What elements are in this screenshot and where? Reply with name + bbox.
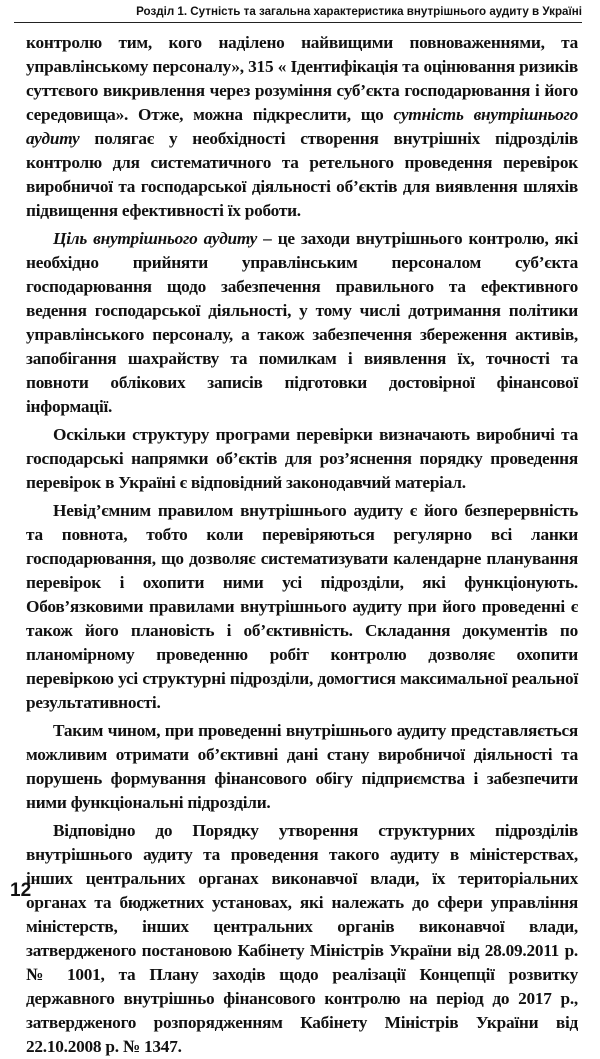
paragraph-5: Таким чином, при проведенні внутрішнього аудиту представляється можливим отримати об’єктивні дані стану виробничої діяльності та порушень формування фінансового обігу підприємства і забезпечити ними функціональні підрозділи.: [26, 721, 578, 812]
paragraph-1: [26, 31, 578, 223]
paragraph-6: Відповідно до Порядку утворення структурних підрозділів внутрішнього аудиту та проведення такого аудиту в міністерствах, інших центральних органах виконавчої влади, їх територіальних органах та бюджетних установах, які належать до сфери управління міністерств, інших центральних органів виконавчої влади, затвердженого постановою Кабінету Міністрів України від 28.09.2011 р. № 1001, та Плану заходів щодо реалізації Концепції розвитку державного внутрішньо фінансового контролю на період до 2017 р., затвердженого розпорядженням Кабінету Міністрів України від 22.10.2008 р. № 1347.: [26, 821, 578, 1056]
running-header-title: Розділ 1. Сутність та загальна характеристика внутрішнього аудиту в Україні: [136, 5, 582, 18]
paragraph-3: Оскільки структуру програми перевірки визначають виробничі та господарські напрямки об’єктів для роз’яснення порядку проведення перевірок в Україні є відповідний законодавчий матеріал.: [26, 425, 578, 492]
page-number: 12: [10, 880, 32, 901]
paragraph-1-text-start: контролю тим, кого наділено найвищими повноваженнями, та управлінському персоналу», 315 « Ідентифікація та оцінювання ризиків суттєвого викривлення через розуміння суб’єкта господарювання і його середовища». Отже, можна підкреслити, що: [26, 33, 578, 124]
paragraph-2: [26, 227, 578, 419]
term-essence-of-internal-audit: сутність внутрішнього аудиту: [26, 105, 578, 148]
page-body: [26, 31, 578, 1059]
running-header: [14, 2, 582, 23]
paragraph-1-text-end: полягає у необхідності створення внутрішніх підрозділів контролю для систематичного та ретельного проведення перевірок виробничої та господарської діяльності об’єктів для виявлення шляхів підвищення ефективності їх роботи.: [26, 129, 578, 220]
paragraph-2-text: – це заходи внутрішнього контролю, які необхідно прийняти управлінським персоналом суб’єкта господарювання щодо забезпечення правильного та ефективного ведення господарської діяльності, у тому числі дотримання політики управлінського персоналу, а також забезпечення збереження активів, запобігання шахрайству та помилкам і виявлення їх, точності та повноти облікових записів підготовки достовірної фінансової інформації.: [26, 229, 578, 416]
paragraph-4: Невід’ємним правилом внутрішнього аудиту є його безперервність та повнота, тобто коли перевіряються регулярно всі ланки господарювання, що дозволяє систематизувати календарне планування перевірок і охопити ними усі підрозділи, які функціонують. Обов’язковими правилами внутрішнього аудиту при його проведенні є також його плановість і об’єктивність. Складання документів по планомірному проведенню робіт контролю дозволяє охопити перевіркою усі структурні підрозділи, домогтися максимальної реальної результативності.: [26, 501, 578, 712]
term-goal-of-internal-audit: Ціль внутрішнього аудиту: [53, 229, 258, 248]
